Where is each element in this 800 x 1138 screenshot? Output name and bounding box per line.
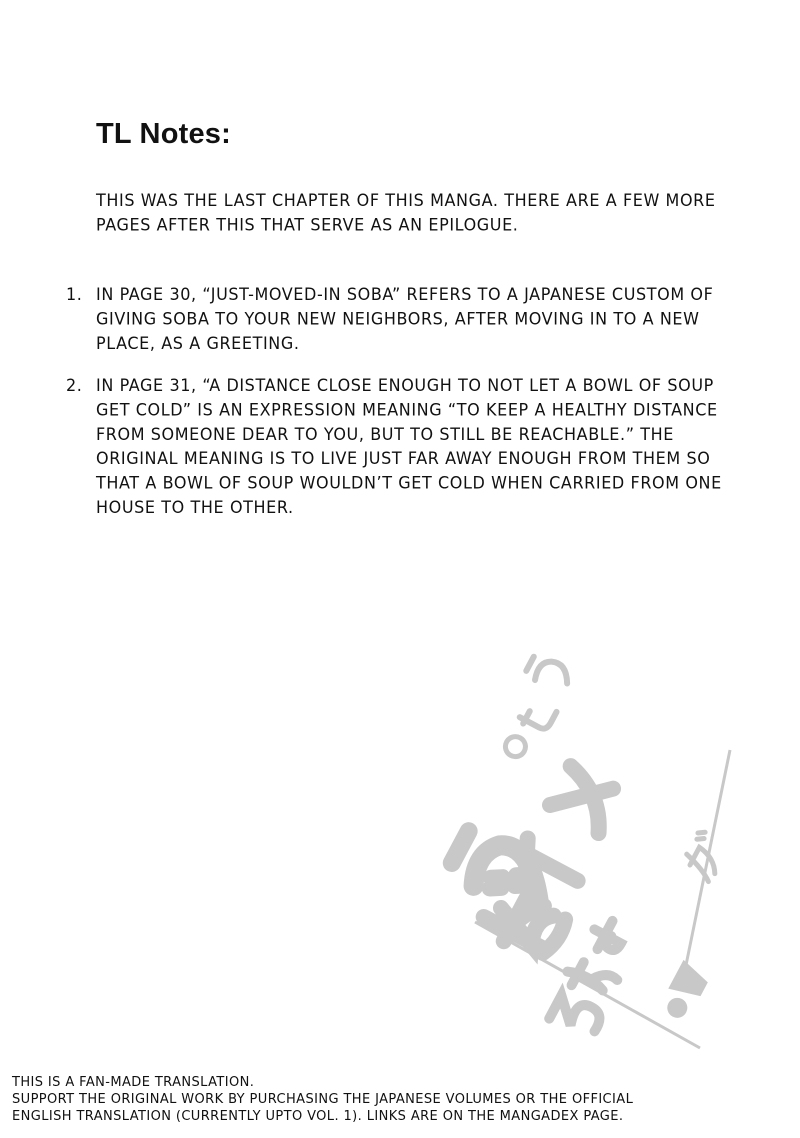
logo-exclamation [659, 961, 710, 1022]
footer-line-1: THIS IS A FAN-MADE TRANSLATION. [12, 1075, 255, 1090]
intro-paragraph: THIS WAS THE LAST CHAPTER OF THIS MANGA. THERE ARE A FEW MORE PAGES AFTER THIS THAT SERVE AS AN EPILOGUE. [96, 190, 716, 235]
series-logo-watermark [400, 650, 780, 1070]
note-number: 2. [66, 375, 83, 396]
footer-disclaimer [12, 1074, 788, 1125]
logo-ga-kana [680, 829, 730, 882]
note-item [62, 373, 752, 519]
note-text: IN PAGE 30, “JUST-MOVED-IN SOBA” REFERS TO A JAPANESE CUSTOM OF GIVING SOBA TO YOUR NEW NEIGHBORS, AFTER MOVING IN TO A NEW PLACE, AS A GREETING. [96, 284, 714, 354]
note-item [62, 282, 752, 355]
footer-line-3: ENGLISH TRANSLATION (CURRENTLY UPTO VOL. 1). LINKS ARE ON THE MANGADEX PAGE. [12, 1109, 624, 1124]
note-number: 1. [66, 284, 83, 305]
page-title: TL Notes: [96, 118, 231, 150]
note-text: IN PAGE 31, “A DISTANCE CLOSE ENOUGH TO NOT LET A BOWL OF SOUP GET COLD” IS AN EXPRESSION MEANING “TO KEEP A HEALTHY DISTANCE FROM SOMEONE DEAR TO YOU, BUT TO STILL BE REACHABLE.” THE ORIGINAL MEANING IS TO LIVE JUST FAR AWAY ENOUGH FROM THEM SO THAT A BOWL OF SOUP WOULDN’T GET COLD WHEN CARRIED FROM ONE HOUSE TO THE OTHER. [96, 375, 722, 518]
footer-line-2: SUPPORT THE ORIGINAL WORK BY PURCHASING THE JAPANESE VOLUMES OR THE OFFICIAL [12, 1092, 634, 1107]
logo-small-kana [488, 652, 577, 765]
notes-list [62, 282, 752, 533]
